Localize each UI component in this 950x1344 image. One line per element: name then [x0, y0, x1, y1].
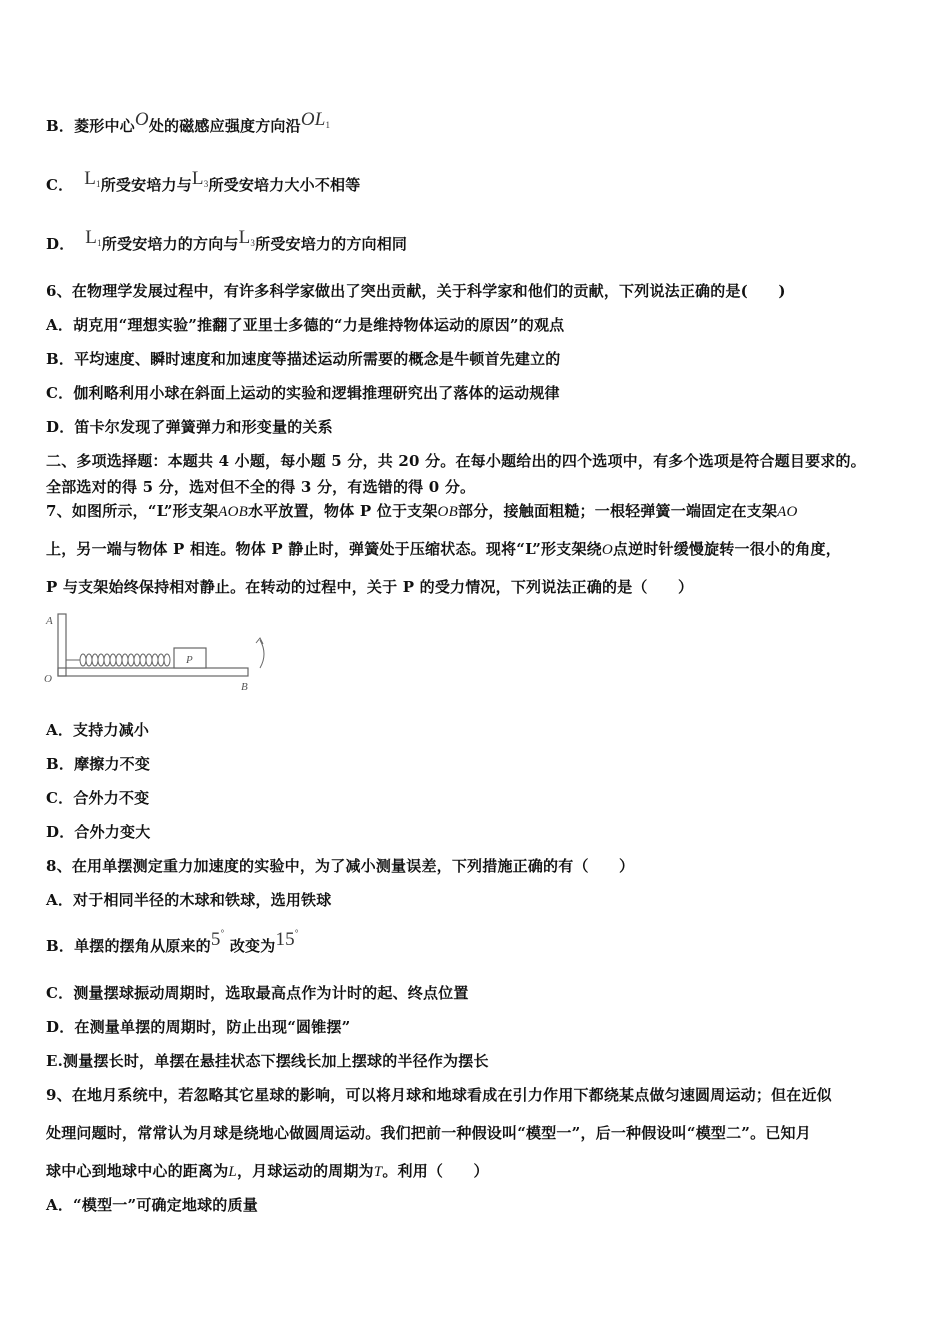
q5-option-b — [46, 109, 331, 137]
figure-label-o: O — [44, 673, 52, 685]
q7-option-a: A．支持力减小 — [46, 721, 150, 739]
q7-s1c: 部分，接触面粗糙；一根轻弹簧一端固定在支架 — [457, 502, 778, 520]
label-ob: OB — [437, 504, 458, 520]
q5-c-end: 所受安培力大小不相等 — [208, 176, 361, 194]
q5-d-end: 所受安培力的方向相同 — [255, 235, 408, 253]
q5-c-prefix: C． — [46, 176, 74, 194]
q6-stem: 6、在物理学发展过程中，有许多科学家做出了突出贡献，关于科学家和他们的贡献，下列说法正确的是( ) — [46, 282, 786, 300]
q7-stem-line1 — [46, 500, 798, 521]
q5-b-text: B．菱形中心 — [46, 117, 135, 135]
q5-d-prefix: D． — [46, 235, 75, 253]
q6-option-d: D．笛卡尔发现了弹簧弹力和形变量的关系 — [46, 418, 333, 436]
l-bracket-spring-figure — [40, 610, 280, 695]
degree-2: ° — [294, 928, 299, 938]
symbol-l1-sub: 1 — [97, 238, 102, 248]
q5-b-text-mid: 处的磁感应强度方向沿 — [148, 117, 301, 135]
section-header-line1: 二、多项选择题：本题共 4 小题，每小题 5 分，共 20 分。在每小题给出的四个选项中，有多个选项是符合题目要求的。 — [46, 452, 866, 470]
q9-l3a: 球中心到地球中心的距离为 — [46, 1162, 229, 1180]
value-5: 5 — [210, 929, 221, 950]
support-ob — [58, 668, 248, 676]
q7-s1b: 水平放置，物体 P 位于支架 — [248, 502, 438, 520]
q8-b-mid: 改变为 — [229, 937, 276, 955]
q6-option-c: C．伽利略利用小球在斜面上运动的实验和逻辑推理研究出了落体的运动规律 — [46, 384, 560, 402]
q5-c-mid: 所受安培力与 — [100, 176, 192, 194]
q9-l3c: 。利用（ ） — [382, 1162, 489, 1180]
section-header-line2: 全部选对的得 5 分，选对但不全的得 3 分，有选错的得 0 分。 — [46, 478, 476, 496]
q5-option-c — [46, 168, 361, 196]
symbol-o: O — [134, 109, 149, 130]
q7-s2a: 上，另一端与物体 P 相连。物体 P 静止时，弹簧处于压缩状态。现将“L”形支架绕 — [46, 540, 602, 558]
degree-1: ° — [220, 928, 225, 938]
q9-option-a: A．“模型一”可确定地球的质量 — [46, 1196, 258, 1214]
q7-s1a: 7、如图所示，“L”形支架 — [46, 502, 219, 520]
symbol-ol-sub: 1 — [325, 120, 331, 130]
symbol-ol1 — [301, 109, 330, 130]
symbol-l3-l: L — [191, 168, 204, 189]
symbol-l3-sub: 3 — [203, 179, 209, 189]
q7-option-c: C．合外力不变 — [46, 789, 150, 807]
q8-stem: 8、在用单摆测定重力加速度的实验中，为了减小测量误差，下列措施正确的有（ ） — [46, 857, 635, 875]
symbol-l3 — [239, 227, 256, 248]
q6-option-a: A．胡克用“理想实验”推翻了亚里士多德的“力是维持物体运动的原因”的观点 — [46, 316, 565, 334]
symbol-l1-l: L — [84, 168, 97, 189]
value-15: 15 — [275, 929, 295, 950]
block-p-label: P — [186, 654, 193, 666]
q9-stem-line2: 处理问题时，常常认为月球是绕地心做圆周运动。我们把前一种假设叫“模型一”，后一种假设叫“模型二”。已知月 — [46, 1124, 811, 1142]
value-15-degrees — [275, 929, 298, 950]
symbol-l3 — [192, 168, 209, 189]
symbol-l: L — [228, 1164, 237, 1180]
label-o: O — [601, 542, 613, 558]
q6-option-b: B．平均速度、瞬时速度和加速度等描述运动所需要的概念是牛顿首先建立的 — [46, 350, 561, 368]
rotation-arrow-icon — [260, 640, 264, 668]
q7-stem-line2 — [46, 538, 841, 559]
symbol-t: T — [373, 1164, 383, 1180]
figure-label-b: B — [241, 681, 248, 693]
q9-l3b: ，月球运动的周期为 — [236, 1162, 374, 1180]
q9-stem-line3 — [46, 1160, 489, 1181]
q8-b-prefix: B．单摆的摆角从原来的 — [46, 937, 211, 955]
q8-option-a: A．对于相同半径的木球和铁球，选用铁球 — [46, 891, 332, 909]
q8-option-c: C．测量摆球振动周期时，选取最高点作为计时的起、终点位置 — [46, 984, 469, 1002]
q8-option-b — [46, 928, 299, 957]
corner-joint — [59, 669, 65, 675]
q7-s2b: 点逆时针缓慢旋转一很小的角度， — [612, 540, 841, 558]
value-5-degrees — [211, 929, 225, 950]
q7-option-d: D．合外力变大 — [46, 823, 151, 841]
symbol-l3-sub: 3 — [250, 238, 256, 248]
q7-option-b: B．摩擦力不变 — [46, 755, 151, 773]
q8-option-e: E.测量摆长时，单摆在悬挂状态下摆线长加上摆球的半径作为摆长 — [46, 1052, 489, 1070]
q8-option-d: D．在测量单摆的周期时，防止出现“圆锥摆” — [46, 1018, 351, 1036]
symbol-ol: OL — [300, 109, 326, 130]
q7-stem-line3: P 与支架始终保持相对静止。在转动的过程中，关于 P 的受力情况，下列说法正确的是（ ） — [46, 578, 694, 596]
figure-label-a: A — [46, 615, 53, 627]
q9-stem-line1: 9、在地月系统中，若忽略其它星球的影响，可以将月球和地球看成在引力作用下都绕某点做匀速圆周运动；但在近似 — [46, 1086, 832, 1104]
symbol-l3-l: L — [238, 227, 251, 248]
symbol-l1 — [85, 227, 102, 248]
symbol-l1-sub: 1 — [96, 179, 101, 189]
label-ao: AO — [777, 504, 798, 520]
q5-d-mid: 所受安培力的方向与 — [101, 235, 239, 253]
q5-option-d — [46, 227, 408, 255]
spring — [66, 654, 170, 666]
symbol-l1 — [84, 168, 101, 189]
label-aob: AOB — [218, 504, 249, 520]
symbol-l1-l: L — [85, 227, 98, 248]
support-ao — [58, 614, 66, 676]
